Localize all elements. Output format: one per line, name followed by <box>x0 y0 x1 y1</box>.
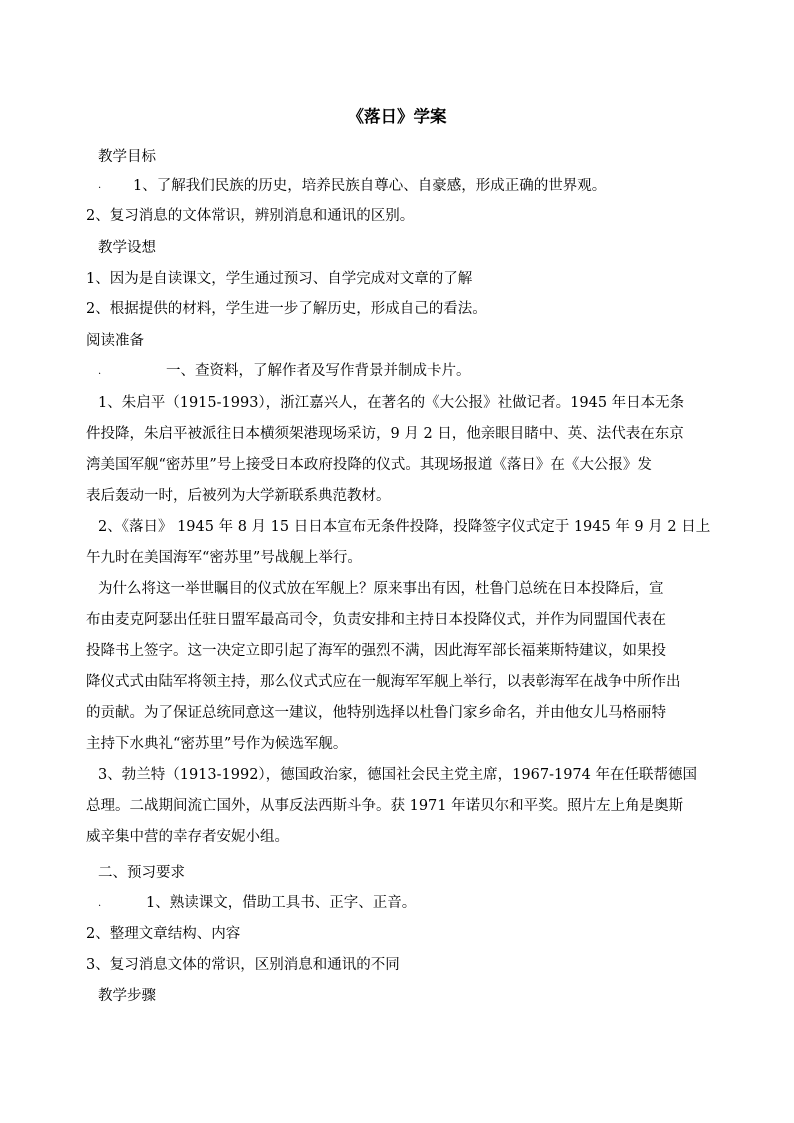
paragraph-line: 降仪式式由陆军将领主持，那么仪式式应在一舰海军军舰上举行，以表彰海军在战争中所作出 <box>86 674 681 690</box>
paragraph-line: 投降书上签字。这一决定立即引起了海军的强烈不满，因此海军部长福莱斯特建议，如果投 <box>86 643 666 659</box>
heading-reading-prep: 阅读准备 <box>86 333 144 349</box>
paragraph-line: 件投降，朱启平被派往日本横须架港现场采访，9 月 2 日，他亲眼目睹中、英、法代表在东京 <box>86 426 684 442</box>
document-title: 《落日》学案 <box>347 107 447 126</box>
paragraph-line: 主持下水典礼“密苏里”号作为候选军舰。 <box>86 736 348 752</box>
paragraph-line: 布由麦克阿瑟出任驻日盟军最高司令，负责安排和主持日本投降仪式，并作为同盟国代表在 <box>86 612 666 628</box>
preview-item-2: 2、整理文章结构、内容 <box>86 926 241 942</box>
dot-mark: . <box>98 366 102 377</box>
paragraph-line: 威辛集中营的幸存者安妮小组。 <box>86 829 289 845</box>
heading-teaching-goals: 教学目标 <box>98 149 156 165</box>
paragraph-line: 的贡献。为了保证总统同意这一建议，他特别选择以杜鲁门家乡命名，并由他女儿马格丽特 <box>86 705 666 721</box>
preview-item-1: 1、熟读课文，借助工具书、正字、正音。 <box>146 895 417 911</box>
heading-teaching-design: 教学设想 <box>98 240 156 256</box>
paragraph-line: 湾美国军舰“密苏里”号上接受日本政府投降的仪式。其现场报道《落日》在《大公报》发 <box>86 457 652 473</box>
paragraph-line: 为什么将这一举世瞩目的仪式放在军舰上？原来事出有因，杜鲁门总统在日本投降后，宣 <box>98 581 664 597</box>
paragraph-sunset-background <box>86 512 711 574</box>
paragraph-line: 午九时在美国海军“密苏里”号战舰上举行。 <box>86 550 362 566</box>
dot-mark: . <box>98 898 102 909</box>
paragraph-line: 总理。二战期间流亡国外，从事反法西斯斗争。获 1971 年诺贝尔和平奖。照片左上角是奥斯 <box>86 798 684 814</box>
heading-teaching-steps: 教学步骤 <box>98 988 156 1004</box>
goal-item-2: 2、复习消息的文体常识，辨别消息和通讯的区别。 <box>86 208 415 224</box>
paragraph-line: 1、朱启平（1915-1993），浙江嘉兴人，在著名的《大公报》社做记者。1945 年日本无条 <box>98 395 685 411</box>
paragraph-line: 2、《落日》 1945 年 8 月 15 日日本宣布无条件投降，投降签字仪式定于 1945 年 9 月 2 日上 <box>98 519 711 535</box>
design-item-2: 2、根据提供的材料，学生进一步了解历史，形成自己的看法。 <box>86 301 487 317</box>
paragraph-why-battleship <box>86 574 706 760</box>
goal-item-1: 1、了解我们民族的历史，培养民族自尊心、自豪感，形成正确的世界观。 <box>133 178 607 194</box>
design-item-1: 1、因为是自读课文，学生通过预习、自学完成对文章的了解 <box>86 271 473 287</box>
preview-item-3: 3、复习消息文体的常识，区别消息和通讯的不同 <box>86 957 400 973</box>
prep-title: 一、查资料，了解作者及写作背景并制成卡片。 <box>166 363 471 379</box>
paragraph-line: 表后轰动一时，后被列为大学新联系典范教材。 <box>86 488 391 504</box>
paragraph-brandt <box>86 760 706 853</box>
paragraph-line: 3、勃兰特（1913-1992），德国政治家，德国社会民主党主席，1967-1974 年在任联帮德国 <box>98 767 697 783</box>
heading-preview-requirements: 二、预习要求 <box>98 865 185 881</box>
dot-mark: . <box>98 180 102 191</box>
paragraph-zhu-qiping <box>86 388 706 512</box>
